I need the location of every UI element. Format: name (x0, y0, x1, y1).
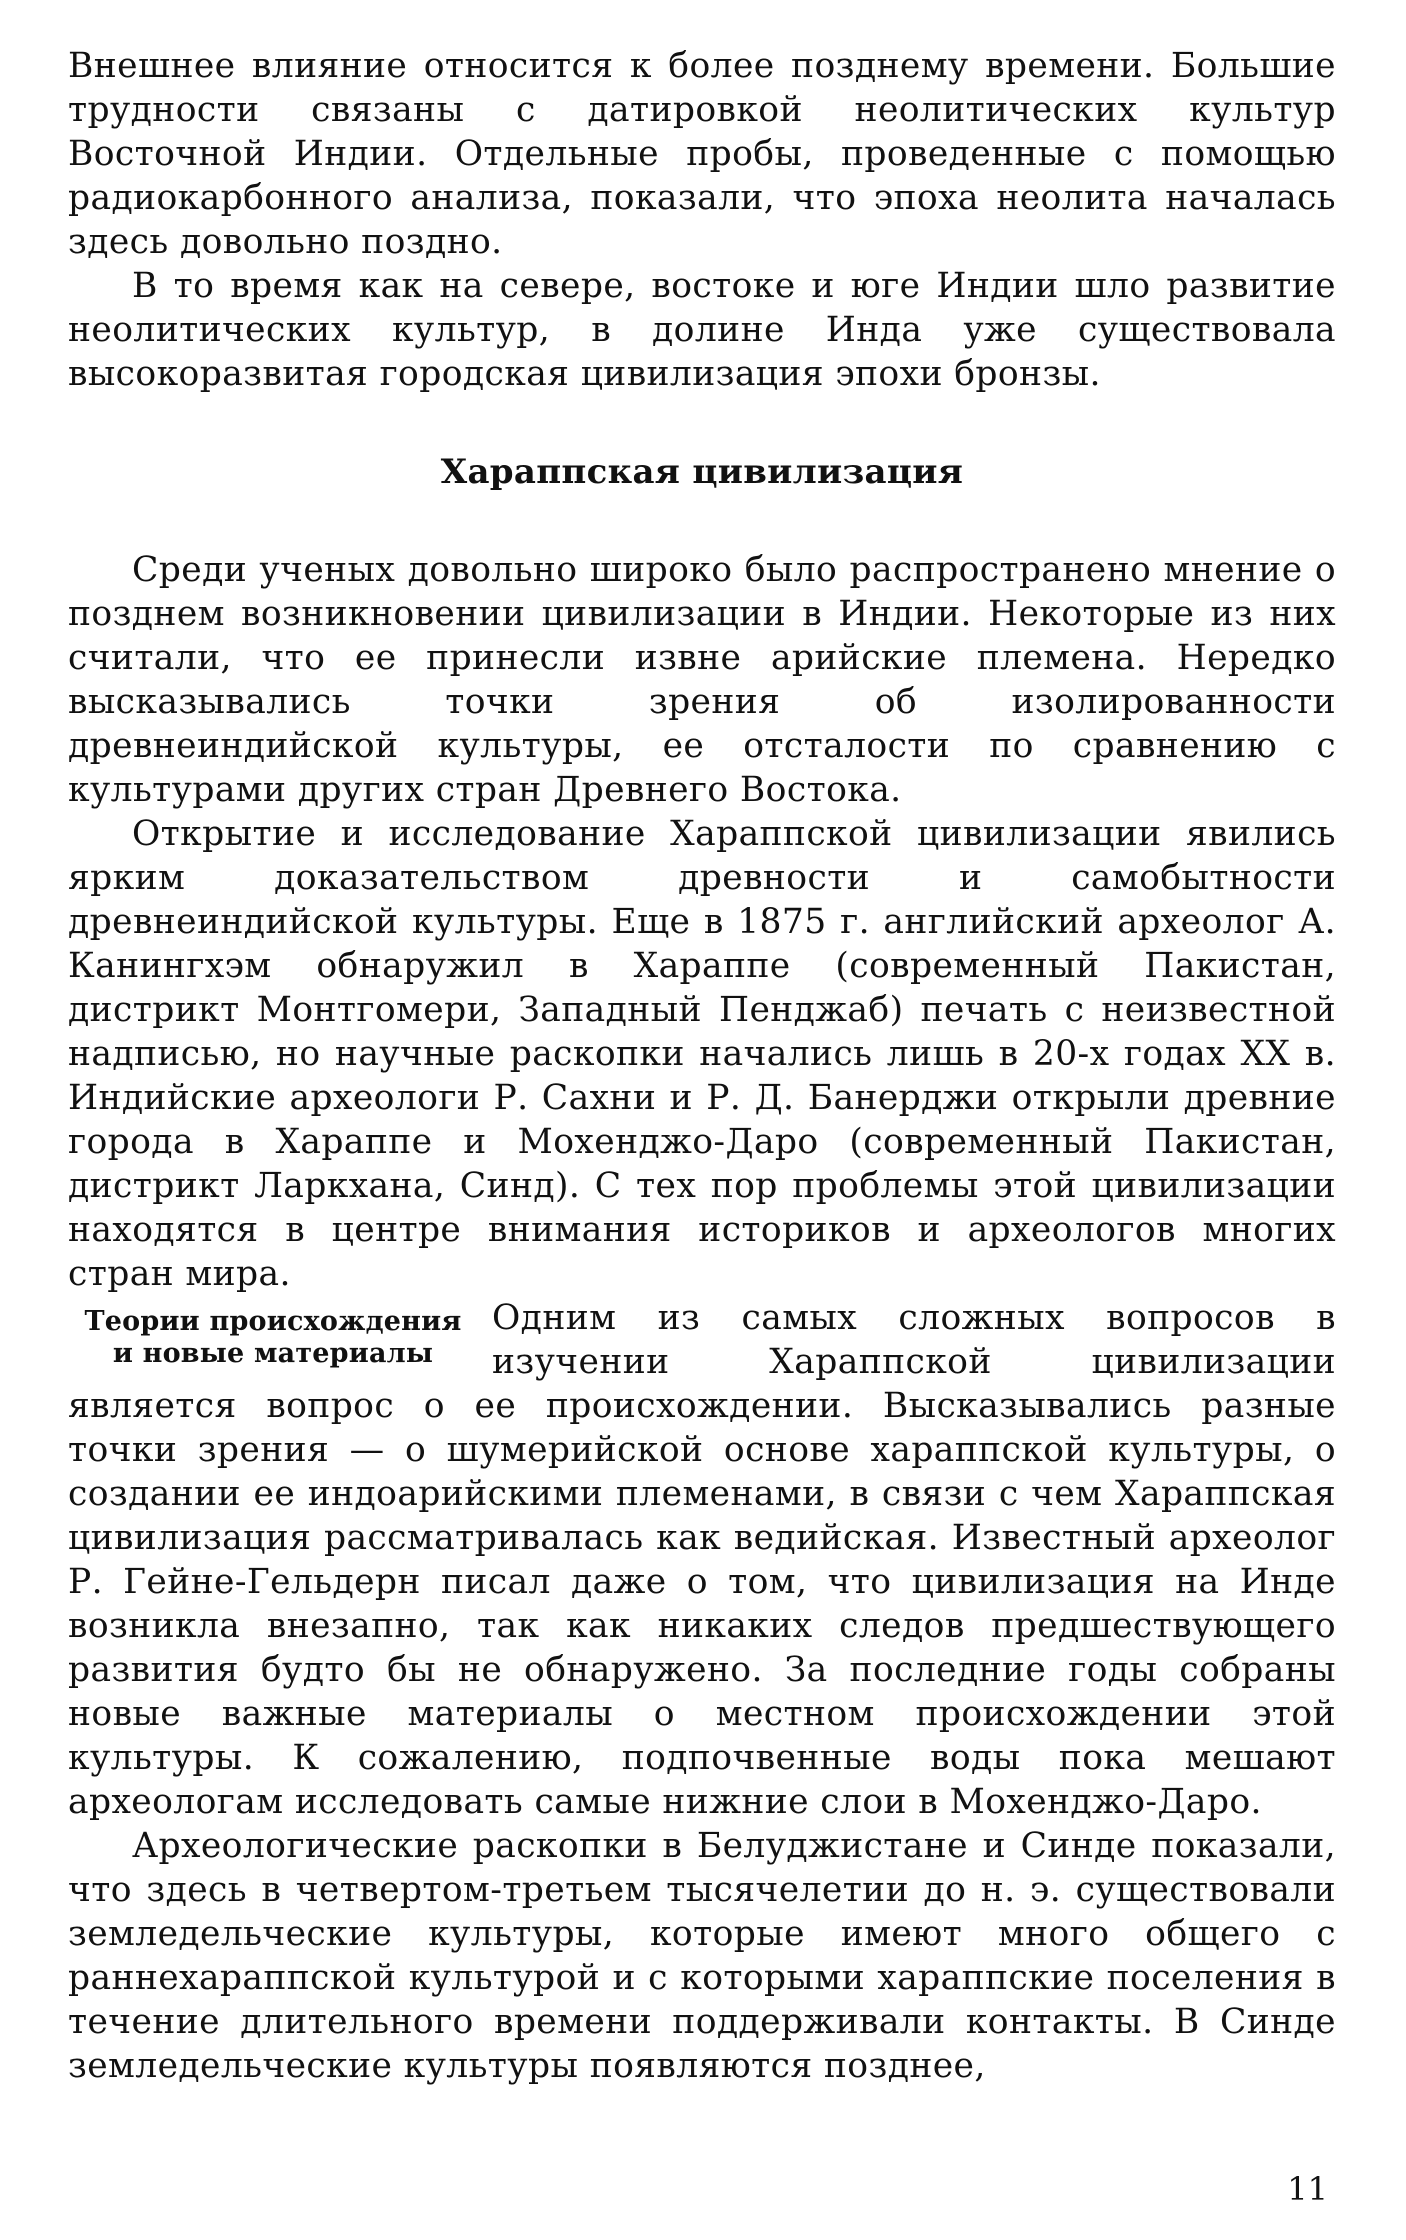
paragraph: Среди ученых довольно широко было распространено мнение о позднем возникновении цивилизации в Индии. Некоторые из них считали, что ее принесли извне арийские племена. Нередко высказывались точки зрения об изолированности древнеиндийской культуры, ее отсталости по сравнению с культурами других стран Древнего Востока. (68, 550, 1336, 810)
margin-subheading (68, 1306, 478, 1370)
paragraph: Внешнее влияние относится к более позднему времени. Большие трудности связаны с датировкой неолитических культур Восточной Индии. Отдельные пробы, проведенные с помощью радиокарбонного анализа, показали, что эпоха неолита началась здесь довольно поздно. (68, 46, 1336, 262)
page-number: 11 (1287, 2170, 1328, 2208)
margin-subheading-line: и новые материалы (112, 1338, 434, 1369)
section-title: Хараппская цивилизация (440, 452, 964, 492)
paragraph: Открытие и исследование Хараппской цивилизации явились ярким доказательством древности и самобытности древнеиндийской культуры. Еще в 1875 г. английский археолог А. Канингхэм обнаружил в Хараппе (современный Пакистан, дистрикт Монтгомери, Западный Пенджаб) печать с неизвестной надписью, но научные раскопки начались лишь в 20-х годах XX в. Индийские археологи Р. Сахни и Р. Д. Банерджи открыли древние города в Хараппе и Мохенджо-Даро (современный Пакистан, дистрикт Ларкхана, Синд). С тех пор проблемы этой цивилизации находятся в центре внимания историков и археологов многих стран мира. (68, 814, 1336, 1294)
paragraph: Одним из самых сложных вопросов в изучении Хараппской цивилизации является вопрос о ее происхождении. Высказывались разные точки зрения — о шумерийской основе хараппской культуры, о создании ее индоарийскими племенами, в связи с чем Хараппская цивилизация рассматривалась как ведийская. Известный археолог Р. Гейне-Гельдерн писал даже о том, что цивилизация на Инде возникла внезапно, так как никаких следов предшествующего развития будто бы не обнаружено. За последние годы собраны новые важные материалы о местном происхождении этой культуры. К сожалению, подпочвенные воды пока мешают археологам исследовать самые нижние слои в Мохенджо-Даро. (68, 1298, 1336, 1822)
paragraph: В то время как на севере, востоке и юге Индии шло развитие неолитических культур, в долине Инда уже существовала высокоразвитая городская цивилизация эпохи бронзы. (68, 266, 1336, 394)
paragraph: Археологические раскопки в Белуджистане и Синде показали, что здесь в четвертом-третьем тысячелетии до н. э. существовали земледельческие культуры, которые имеют много общего с раннехараппской культурой и с которыми хараппские поселения в течение длительного времени поддерживали контакты. В Синде земледельческие культуры появляются позднее, (68, 1826, 1336, 2086)
margin-subheading-line: Теории происхождения (84, 1306, 462, 1337)
page-body (68, 44, 1336, 2088)
sidenote-block (68, 1296, 1336, 1824)
